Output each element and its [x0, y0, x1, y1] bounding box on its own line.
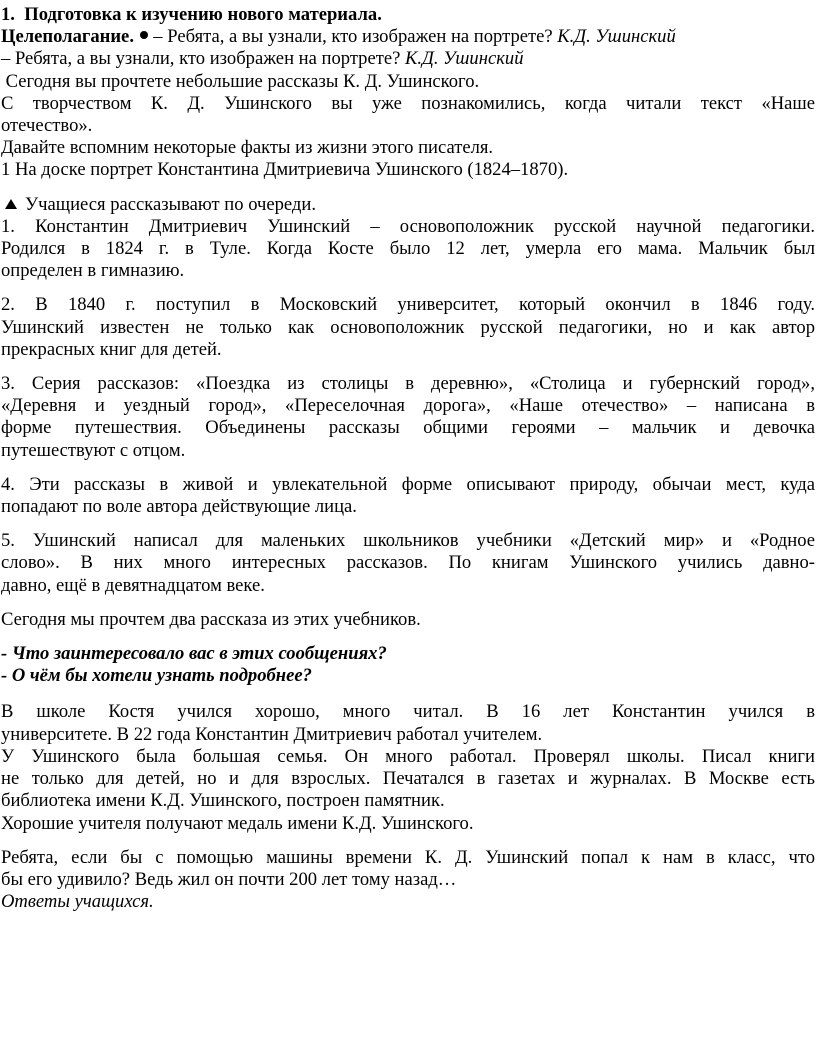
intro-paragraph-4: 1 На доске портрет Константина Дмитриевича Ушинского (1824–1870).: [1, 159, 569, 181]
fact-line: Родился в 1824 г. в Туле. Когда Косте было 12 лет, умерла его мама. Мальчик был: [1, 238, 815, 260]
section-heading: [1, 4, 815, 26]
document-page: [0, 4, 816, 913]
bio-line: В школе Костя учился хорошо, много читал. В 16 лет Константин учился в: [1, 701, 815, 723]
bullet-dot-icon: [140, 31, 148, 39]
fact-line: давно, ещё в девятнадцатом веке.: [1, 574, 265, 596]
bio-line: Хорошие учителя получают медаль имени К.Д. Ушинского.: [1, 812, 474, 834]
triangle-icon: [5, 199, 17, 209]
bio-line: не только для детей, но и для взрослых. Печатался в газетах и журналах. В Москве есть: [1, 768, 815, 790]
goal-answer-2: К.Д. Ушинский: [405, 48, 524, 70]
bio-line: У Ушинского была большая семья. Он много работал. Проверял школы. Писал книги: [1, 745, 815, 767]
students-label: Учащиеся рассказывают по очереди.: [25, 193, 316, 215]
bio-line: университете. В 22 года Константин Дмитриевич работал учителем.: [1, 723, 543, 745]
goal-label: Целеполагание.: [1, 26, 134, 48]
section-number: 1.: [1, 4, 15, 25]
fact-line: прекрасных книг для детей.: [1, 338, 222, 360]
intro-paragraph-1: Сегодня вы прочтете небольшие рассказы К. Д. Ушинского.: [1, 70, 480, 92]
question-2: - О чём бы хотели узнать подробнее?: [1, 665, 312, 687]
closing-line: бы его удивило? Ведь жил он почти 200 лет тому назад…: [1, 868, 457, 890]
section-title: Подготовка к изучению нового материала.: [24, 4, 382, 25]
fact-line: попадают по воле автора действующие лица.: [1, 496, 357, 518]
goal-answer-1: К.Д. Ушинский: [557, 26, 676, 48]
fact-item-2: [1, 294, 815, 361]
intro-paragraph-2b: отечество».: [1, 115, 93, 137]
fact-line: путешествуют с отцом.: [1, 439, 186, 461]
goal-line-1: [1, 26, 815, 48]
question-1: - Что заинтересовало вас в этих сообщениях?: [1, 643, 387, 665]
fact-line: «Деревня и уездный город», «Переселочная дорога», «Наше отечество» – написана в: [1, 395, 815, 417]
fact-line: 5. Ушинский написал для маленьких школьников учебники «Детский мир» и «Родное: [1, 530, 815, 552]
fact-line: 3. Серия рассказов: «Поездка из столицы в деревню», «Столица и губернский город»,: [1, 373, 815, 395]
bio-line: библиотека имени К.Д. Ушинского, построен памятник.: [1, 790, 445, 812]
fact-line: 4. Эти рассказы в живой и увлекательной форме описывают природу, обычаи мест, куда: [1, 473, 815, 495]
students-line: [1, 194, 815, 216]
fact-line: 1. Константин Дмитриевич Ушинский – основоположник русской научной педагогики.: [1, 215, 815, 237]
fact-item-4: [1, 474, 815, 518]
fact-item-3: [1, 373, 815, 462]
intro-paragraph-2a: С творчеством К. Д. Ушинского вы уже познакомились, когда читали текст «Наше: [1, 92, 815, 114]
fact-line: Ушинский известен не только как основоположник русской педагогики, но и как автор: [1, 316, 815, 338]
bio-paragraph: [1, 701, 815, 834]
fact-line: форме путешествия. Объединены рассказы общими героями – мальчик и девочка: [1, 417, 815, 439]
fact-item-1: [1, 216, 815, 283]
closing-line: Ребята, если бы с помощью машины времени К. Д. Ушинский попал к нам в класс, что: [1, 846, 815, 868]
closing-answers: Ответы учащихся.: [1, 891, 154, 913]
fact-line: определен в гимназию.: [1, 260, 185, 282]
goal-question-2: – Ребята, а вы узнали, кто изображен на портрете?: [1, 48, 405, 70]
fact-item-5: [1, 530, 815, 597]
today-line: Сегодня мы прочтем два рассказа из этих учебников.: [1, 608, 421, 630]
goal-question-1: – Ребята, а вы узнали, кто изображен на портрете?: [153, 26, 558, 48]
fact-line: 2. В 1840 г. поступил в Московский университет, который окончил в 1846 году.: [1, 294, 815, 316]
intro-paragraph-3: Давайте вспомним некоторые факты из жизни этого писателя.: [1, 137, 494, 159]
fact-line: слово». В них много интересных рассказов. По книгам Ушинского учились давно-: [1, 552, 815, 574]
goal-line-2: [1, 48, 815, 70]
closing-paragraph: [1, 847, 815, 914]
